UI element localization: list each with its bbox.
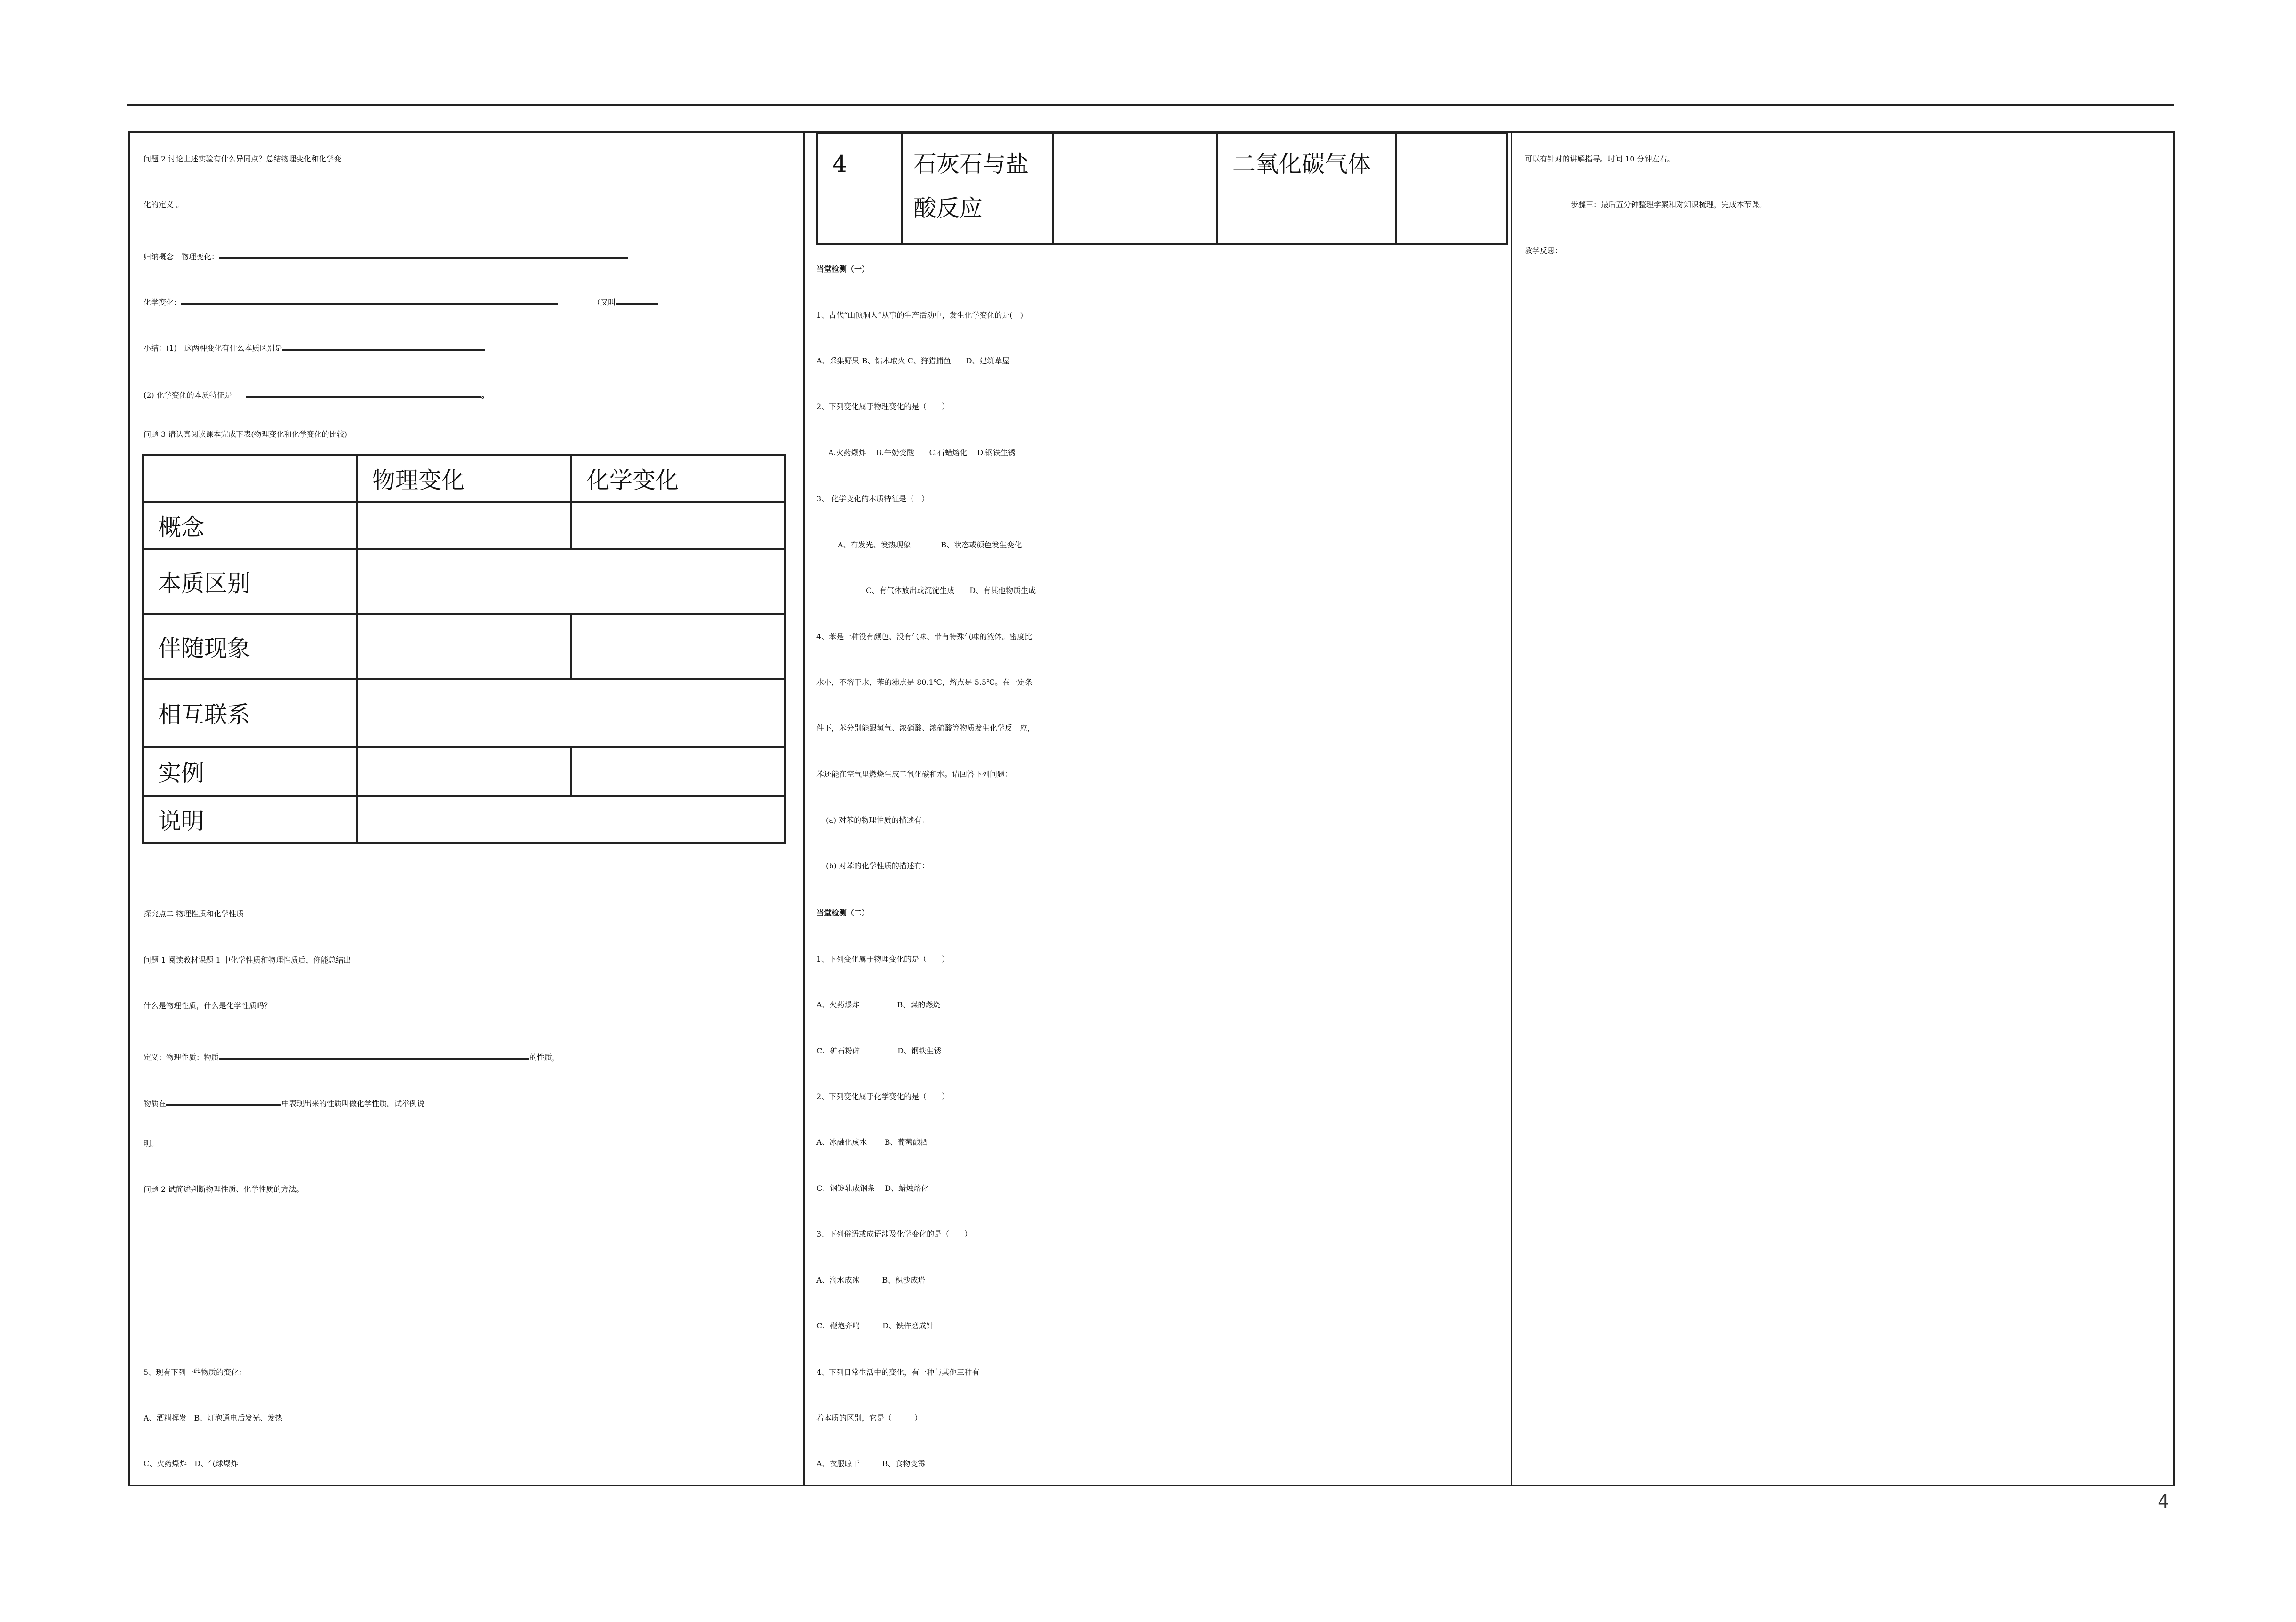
reaction-name: 石灰石与盐酸反应 [902,133,1053,244]
right-line-1: 可以有针对的讲解指导。时间 10 分钟左右。 [1525,154,1675,163]
column-divider-2 [1511,131,1512,1486]
table-header-cell: 物理变化 [357,455,571,502]
check-2-question-3-options-cd: C、鞭炮齐鸣 D、铁杵磨成针 [816,1321,934,1330]
check-2-title: 当堂检测（二） [816,908,870,917]
check-2-question-1: 1、下列变化属于物理变化的是（ ） [816,955,950,964]
teaching-reflection-label: 教学反思： [1525,246,1563,255]
check-1-question-2-options: A.火药爆炸 B.牛奶变酸 C.石蜡熔化 D.钢铁生锈 [828,448,1016,457]
reaction-cell [1396,133,1507,244]
table-cell [571,747,785,796]
table-cell [571,502,785,549]
table-row [143,679,785,747]
summary-line-2 [144,375,489,410]
table-row [143,502,785,549]
chemical-change-line [144,282,658,317]
table-cell [571,614,785,679]
check-2-question-1-options-ab: A、火药爆炸 B、煤的燃烧 [816,1000,941,1009]
table-header-cell: 化学变化 [571,455,785,502]
induce-concept-line [144,237,628,271]
summary-2-blank [246,375,481,398]
table-cell [357,502,571,549]
table-row-label: 实例 [143,747,357,796]
table-row-label: 相互联系 [143,679,357,747]
check-1-question-4-line-1: 4、苯是一种没有颜色、没有气味、带有特殊气味的液体。密度比 [816,632,1032,641]
table-row-label: 伴随现象 [143,614,357,679]
reaction-product: 二氧化碳气体 [1217,133,1396,244]
step-3-text: 步骤三：最后五分钟整理学案和对知识梳理，完成本节课。 [1571,200,1767,209]
check-1-question-4-line-4: 苯还能在空气里燃烧生成二氧化碳和水。请回答下列问题： [816,770,1013,779]
check-1-question-3-options-ab: A、有发光、发热现象 B、状态或颜色发生变化 [838,540,1022,549]
question-3-text: 问题 3 请认真阅读课本完成下表(物理变化和化学变化的比较) [144,430,347,439]
check-1-question-1: 1、古代“山顶洞人”从事的生产活动中，发生化学变化的是( ) [816,311,1024,320]
table-cell [357,747,571,796]
table-header-row [143,455,785,502]
question-5-options-ab: A、酒精挥发 B、灯泡通电后发光、发热 [144,1413,283,1422]
chemical-change-label: 化学变化： [144,298,182,307]
chemical-change-blank [181,282,558,305]
definition-2-end: 中表现出来的性质叫做化学性质。试举例说 [281,1099,425,1108]
summary-1-text: 小结：(1) 这两种变化有什么本质区别是 [144,344,282,353]
reaction-number: 4 [817,133,902,244]
check-1-title: 当堂检测（一） [816,265,870,273]
table-row [143,796,785,843]
question-2b-text: 问题 2 试简述判断物理性质、化学性质的方法。 [144,1185,304,1194]
check-1-question-3: 3、 化学变化的本质特征是（ ） [816,494,929,503]
explore-point-2: 探究点二 物理性质和化学性质 [144,909,244,918]
definition-start: 定义：物理性质：物质 [144,1053,219,1062]
table-row-label: 说明 [143,796,357,843]
header-rule [127,104,2174,106]
check-2-question-3: 3、下列俗语或成语涉及化学变化的是（ ） [816,1229,972,1238]
table-row [143,549,785,614]
chemical-property-blank [166,1084,281,1106]
question-5-options-cd: C、火药爆炸 D、气球爆炸 [144,1459,239,1468]
check-1-question-1-options: A、采集野果 B、钻木取火 C、狩猎捕鱼 D、建筑草屋 [816,356,1010,365]
check-2-question-4-line-2: 着本质的区别，它是（ ） [816,1413,922,1422]
summary-2-text: (2) 化学变化的本质特征是 [144,391,232,400]
page-number: 4 [2158,1491,2169,1512]
table-cell [357,679,785,747]
definition-line-3: 明。 [144,1139,159,1148]
table-row [143,747,785,796]
reaction-row [817,133,1507,244]
definition-line-1 [144,1037,560,1072]
reaction-cell [1053,133,1217,244]
comparison-table [142,454,786,844]
table-cell [357,614,571,679]
physical-change-blank [219,237,628,259]
table-header-cell [143,455,357,502]
also-called-label: （又叫 [593,298,616,307]
check-2-question-2-options-ab: A、冰融化成水 B、葡萄酿酒 [816,1138,928,1147]
check-1-question-4-a: (a) 对苯的物理性质的描述有： [826,816,929,825]
also-called-blank [616,282,658,305]
reaction-table [816,132,1508,245]
check-2-question-3-options-ab: A、滴水成冰 B、积沙成塔 [816,1276,926,1285]
table-row-label: 本质区别 [143,549,357,614]
summary-1-blank [282,328,485,351]
check-1-question-4-line-2: 水小，不溶于水，苯的沸点是 80.1℃，熔点是 5.5℃。在一定条 [816,678,1033,687]
check-1-question-3-options-cd: C、有气体放出或沉淀生成 D、有其他物质生成 [866,586,1036,595]
table-row-label: 概念 [143,502,357,549]
check-1-question-2: 2、下列变化属于物理变化的是（ ） [816,402,950,411]
question-1-line-1: 问题 1 阅读教材课题 1 中化学性质和物理性质后，你能总结出 [144,956,351,964]
check-1-question-4-b: (b) 对苯的化学性质的描述有： [826,861,929,870]
definition-end: 的性质， [529,1053,560,1062]
check-2-question-4-line-1: 4、下列日常生活中的变化，有一种与其他三种有 [816,1368,980,1377]
question-2-line-2: 化的定义 。 [144,200,184,209]
check-2-question-2-options-cd: C、钢锭轧成钢条 D、蜡烛熔化 [816,1184,929,1193]
induce-label: 归纳概念 物理变化： [144,252,219,261]
question-5-text: 5、现有下列一些物质的变化： [144,1368,247,1377]
column-divider-1 [803,131,805,1486]
table-cell [357,549,785,614]
question-2-line-1: 问题 2 讨论上述实验有什么异同点？总结物理变化和化学变 [144,154,342,163]
summary-2-period: 。 [481,391,489,400]
definition-2-start: 物质在 [144,1099,167,1108]
question-1-line-2: 什么是物理性质，什么是化学性质吗？ [144,1001,272,1010]
physical-property-blank [219,1037,529,1060]
check-2-question-4-options-ab: A、衣服晾干 B、食物变霉 [816,1459,926,1468]
table-row [143,614,785,679]
table-cell [357,796,785,843]
check-1-question-4-line-3: 件下，苯分别能跟氢气、浓硝酸、浓硫酸等物质发生化学反 应， [816,723,1035,732]
check-2-question-2: 2、下列变化属于化学变化的是（ ） [816,1092,950,1101]
definition-line-2 [144,1084,424,1118]
summary-line-1 [144,328,485,362]
check-2-question-1-options-cd: C、矿石粉碎 D、钢铁生锈 [816,1046,942,1055]
